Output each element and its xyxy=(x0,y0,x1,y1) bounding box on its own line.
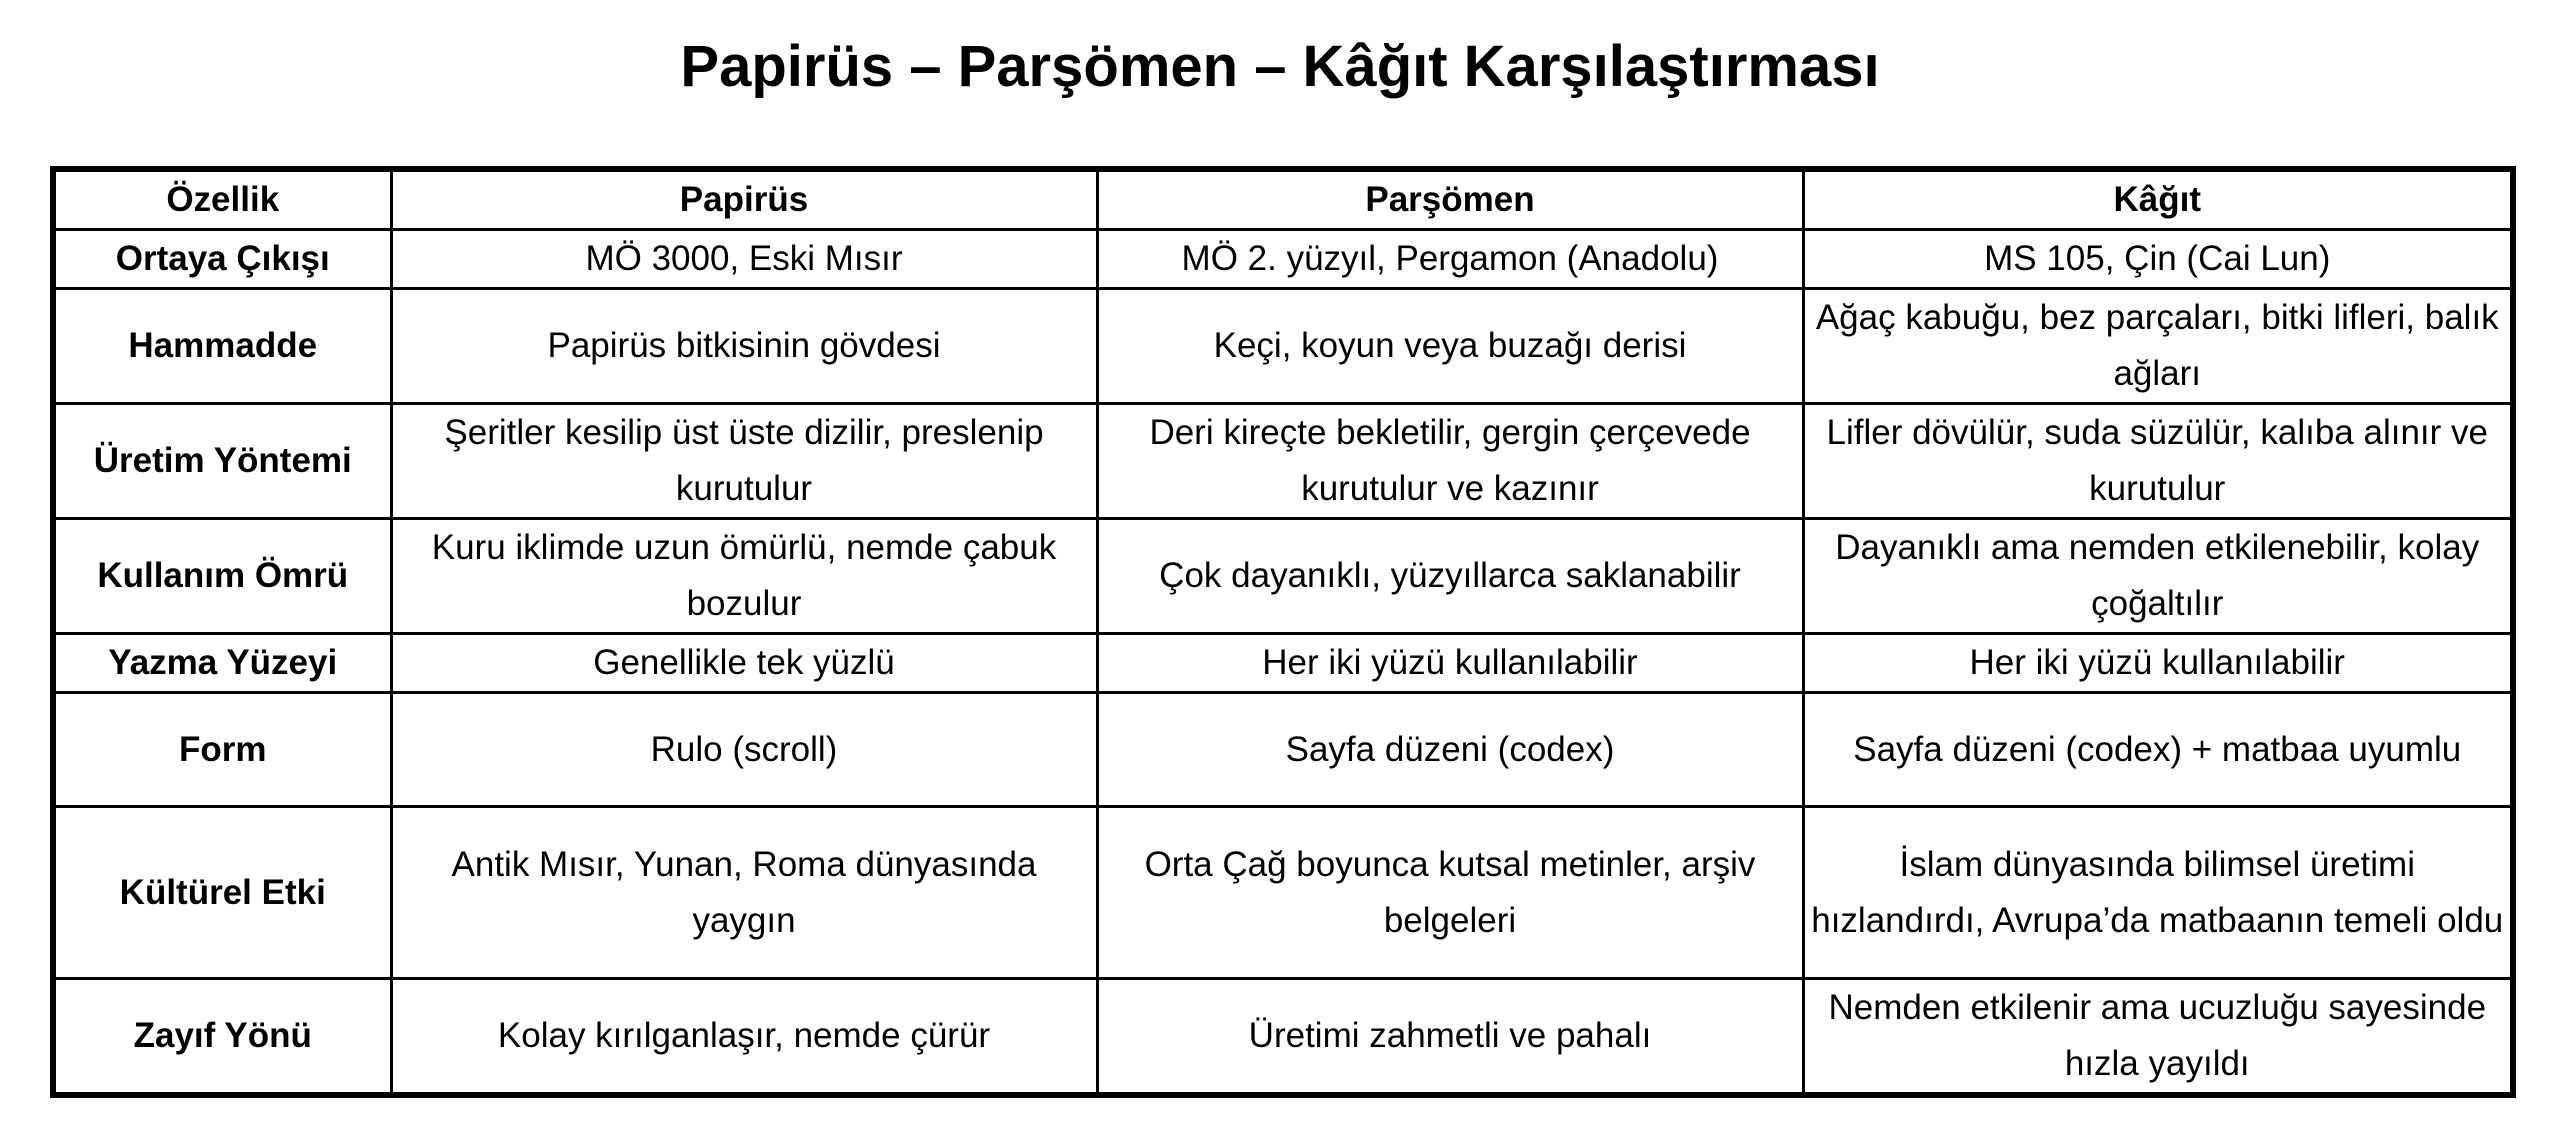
cell-parsomen: Her iki yüzü kullanılabilir xyxy=(1097,634,1803,693)
cell-parsomen: Sayfa düzeni (codex) xyxy=(1097,693,1803,807)
header-kagit: Kâğıt xyxy=(1803,169,2513,230)
cell-papirus: Kuru iklimde uzun ömürlü, nemde çabuk bozulur xyxy=(391,519,1097,634)
cell-papirus: Kolay kırılganlaşır, nemde çürür xyxy=(391,979,1097,1096)
cell-papirus: Rulo (scroll) xyxy=(391,693,1097,807)
table-row-form xyxy=(53,693,2513,807)
row-label: Üretim Yöntemi xyxy=(53,404,391,519)
row-label: Form xyxy=(53,693,391,807)
header-ozellik: Özellik xyxy=(53,169,391,230)
header-parsomen: Parşömen xyxy=(1097,169,1803,230)
cell-papirus: MÖ 3000, Eski Mısır xyxy=(391,230,1097,289)
row-label: Hammadde xyxy=(53,289,391,404)
cell-parsomen: Deri kireçte bekletilir, gergin çerçevede kurutulur ve kazınır xyxy=(1097,404,1803,519)
cell-parsomen: Üretimi zahmetli ve pahalı xyxy=(1097,979,1803,1096)
cell-papirus: Antik Mısır, Yunan, Roma dünyasında yaygın xyxy=(391,807,1097,979)
row-label: Kullanım Ömrü xyxy=(53,519,391,634)
cell-kagit: Nemden etkilenir ama ucuzluğu sayesinde hızla yayıldı xyxy=(1803,979,2513,1096)
cell-kagit: Ağaç kabuğu, bez parçaları, bitki lifleri, balık ağları xyxy=(1803,289,2513,404)
cell-papirus: Şeritler kesilip üst üste dizilir, preslenip kurutulur xyxy=(391,404,1097,519)
cell-parsomen: Orta Çağ boyunca kutsal metinler, arşiv belgeleri xyxy=(1097,807,1803,979)
cell-parsomen: MÖ 2. yüzyıl, Pergamon (Anadolu) xyxy=(1097,230,1803,289)
row-label: Zayıf Yönü xyxy=(53,979,391,1096)
table-header-row xyxy=(53,169,2513,230)
table-row-zayif-yonu xyxy=(53,979,2513,1096)
cell-kagit: Sayfa düzeni (codex) + matbaa uyumlu xyxy=(1803,693,2513,807)
row-label: Yazma Yüzeyi xyxy=(53,634,391,693)
cell-papirus: Genellikle tek yüzlü xyxy=(391,634,1097,693)
cell-parsomen: Keçi, koyun veya buzağı derisi xyxy=(1097,289,1803,404)
row-label: Kültürel Etki xyxy=(53,807,391,979)
row-label: Ortaya Çıkışı xyxy=(53,230,391,289)
cell-kagit: İslam dünyasında bilimsel üretimi hızlandırdı, Avrupa’da matbaanın temeli oldu xyxy=(1803,807,2513,979)
table-row-kulturel-etki xyxy=(53,807,2513,979)
table-row-hammadde xyxy=(53,289,2513,404)
cell-kagit: Her iki yüzü kullanılabilir xyxy=(1803,634,2513,693)
header-papirus: Papirüs xyxy=(391,169,1097,230)
cell-parsomen: Çok dayanıklı, yüzyıllarca saklanabilir xyxy=(1097,519,1803,634)
page-title: Papirüs – Parşömen – Kâğıt Karşılaştırması xyxy=(680,34,1880,99)
table-row-yazma-yuzeyi xyxy=(53,634,2513,693)
table-row-kullanim-omru xyxy=(53,519,2513,634)
cell-kagit: Dayanıklı ama nemden etkilenebilir, kolay çoğaltılır xyxy=(1803,519,2513,634)
table-row-uretim-yontemi xyxy=(53,404,2513,519)
cell-kagit: Lifler dövülür, suda süzülür, kalıba alınır ve kurutulur xyxy=(1803,404,2513,519)
cell-papirus: Papirüs bitkisinin gövdesi xyxy=(391,289,1097,404)
comparison-table xyxy=(50,166,2516,1098)
cell-kagit: MS 105, Çin (Cai Lun) xyxy=(1803,230,2513,289)
table-row-ortaya-cikisi xyxy=(53,230,2513,289)
